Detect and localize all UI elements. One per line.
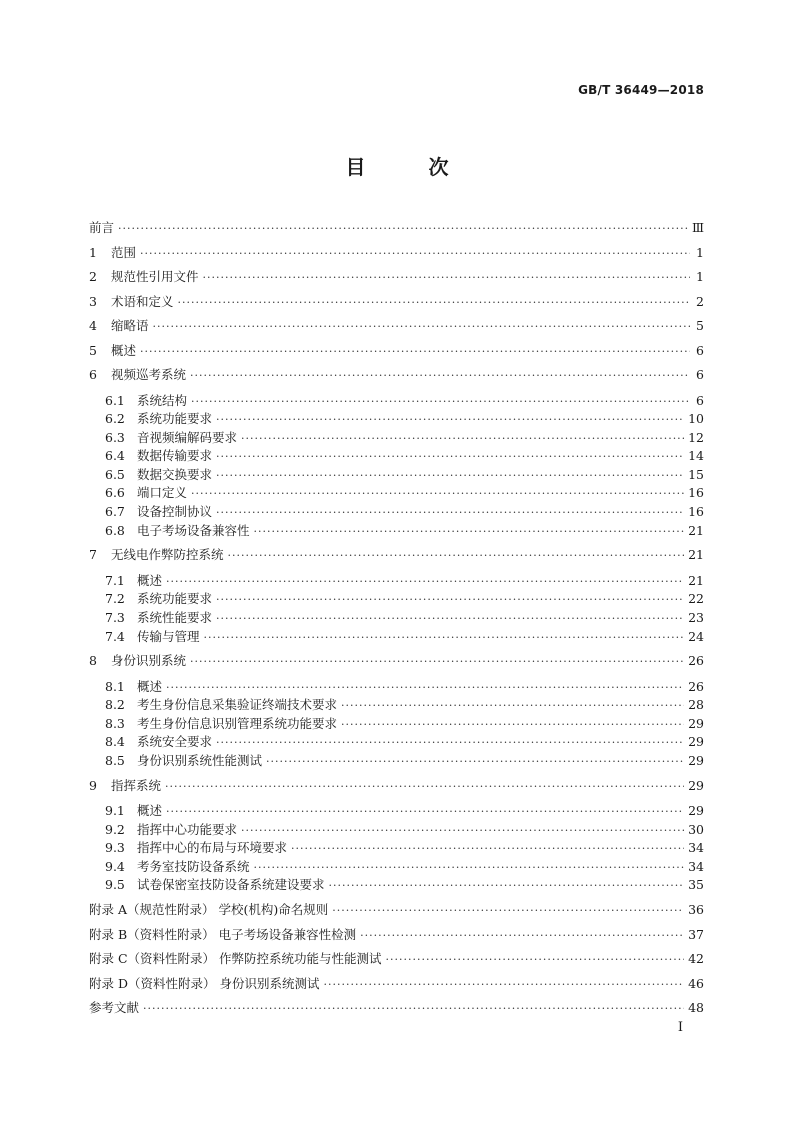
toc-entry-number: 7.3 [105, 609, 125, 625]
toc-entry-page: 30 [688, 821, 704, 837]
dot-leader [153, 315, 690, 340]
dot-leader [140, 340, 690, 365]
toc-entry-page: 46 [688, 975, 704, 991]
toc-entry-number: 6 [89, 367, 97, 382]
toc-entry-number: 6.2 [105, 411, 125, 427]
toc-entry-title: 端口定义 [137, 485, 188, 501]
dot-leader [360, 924, 684, 949]
dot-leader [190, 650, 684, 675]
toc-entry-title: 缩略语 [111, 318, 149, 333]
toc-entry-page: 48 [688, 1000, 704, 1016]
toc-entry-title: 无线电作弊防控系统 [111, 547, 224, 563]
toc-entry-page: 14 [688, 448, 704, 464]
toc-entry[interactable] [89, 572, 704, 591]
toc-entry-page: 2 [696, 293, 704, 309]
dot-leader [178, 291, 690, 316]
toc-entry-number: 8.3 [105, 715, 125, 731]
toc-entry-page: 21 [688, 522, 704, 538]
toc-entry-title: 指挥系统 [111, 777, 162, 793]
toc-entry-number: 9.2 [105, 821, 125, 837]
toc-entry[interactable] [89, 858, 704, 877]
toc-entry-number: 4 [89, 318, 97, 333]
dot-leader [291, 840, 684, 859]
toc-entry[interactable] [89, 241, 704, 266]
toc-entry-page: 29 [688, 734, 704, 750]
toc-entry-title: 概述 [137, 572, 163, 588]
toc-entry-title: 数据交换要求 [137, 466, 213, 482]
toc-entry-number: 3 [89, 293, 97, 309]
toc-entry-title: 系统功能要求 [137, 411, 213, 427]
toc-entry-title: 术语和定义 [111, 293, 174, 309]
toc-entry-title: 概述 [137, 678, 163, 694]
dot-leader [216, 411, 684, 430]
toc-entry-title: 设备控制协议 [137, 504, 213, 520]
toc-entry-title: 考生身份信息采集验证终端技术要求 [137, 697, 338, 713]
toc-entry-title: 附录 D（资料性附录） 身份识别系统测试 [89, 975, 320, 991]
toc-entry[interactable] [89, 696, 704, 715]
toc-entry-number: 9.4 [105, 858, 125, 874]
toc-entry-page: 15 [688, 466, 704, 482]
dot-leader [118, 217, 688, 242]
toc-entry[interactable] [89, 609, 704, 628]
dot-leader [216, 591, 684, 610]
toc-entry-title: 电子考场设备兼容性 [137, 522, 250, 538]
toc-entry-title: 附录 B（资料性附录） 电子考场设备兼容性检测 [89, 926, 357, 942]
toc-entry-page: 16 [688, 485, 704, 501]
toc-entry-title: 音视频编解码要求 [137, 429, 238, 445]
dot-leader [191, 393, 690, 412]
dot-leader [332, 899, 684, 924]
toc-entry-title: 附录 A（规范性附录） 学校(机构)命名规则 [89, 902, 329, 918]
toc-entry[interactable] [89, 522, 704, 541]
toc-entry[interactable] [89, 392, 704, 411]
toc-entry-title: 概述 [111, 342, 137, 358]
dot-leader [254, 859, 685, 878]
toc-entry-page: 21 [688, 547, 704, 563]
toc-entry[interactable] [89, 752, 704, 771]
toc-entry-title: 范围 [111, 244, 137, 260]
toc-entry-page: 5 [696, 318, 704, 333]
toc-entry-number: 8.2 [105, 697, 125, 713]
dot-leader [166, 573, 684, 592]
toc-entry-number: 9.5 [105, 877, 125, 893]
dot-leader [241, 430, 684, 449]
toc-entry[interactable] [89, 715, 704, 734]
dot-leader [203, 266, 690, 291]
dot-leader [216, 448, 684, 467]
toc-entry-page: 29 [688, 753, 704, 768]
toc-entry-number: 7.2 [105, 591, 125, 607]
toc-entry-number: 1 [89, 244, 97, 260]
toc-entry-page: 26 [688, 653, 704, 669]
toc-entry-title: 系统功能要求 [137, 591, 213, 607]
dot-leader [216, 467, 684, 486]
toc-entry[interactable] [89, 466, 704, 485]
toc-entry[interactable] [89, 628, 704, 647]
dot-leader [341, 716, 684, 735]
toc-entry-page: 34 [688, 858, 704, 874]
toc-entry-number: 7.1 [105, 572, 125, 588]
toc-entry-title: 指挥中心的布局与环境要求 [137, 840, 288, 856]
toc-entry-page: 16 [688, 504, 704, 520]
toc-entry[interactable] [89, 484, 704, 503]
toc-entry-page: 1 [696, 269, 704, 284]
dot-leader [166, 679, 684, 698]
dot-leader [386, 948, 685, 973]
dot-leader [166, 803, 684, 822]
toc-entry-page: 29 [688, 777, 704, 793]
toc-entry-page: 22 [688, 591, 704, 607]
dot-leader [241, 822, 684, 841]
toc-entry-page: 24 [688, 628, 704, 644]
toc-entry[interactable] [89, 947, 704, 972]
dot-leader [216, 610, 684, 629]
toc-entry-number: 6.3 [105, 429, 125, 445]
toc-entry[interactable] [89, 339, 704, 364]
toc-entry-title: 指挥中心功能要求 [137, 821, 238, 837]
toc-entry-page: 21 [688, 572, 704, 588]
toc-entry[interactable] [89, 216, 704, 241]
toc-entry[interactable] [89, 839, 704, 858]
toc-entry-title: 身份识别系统 [111, 653, 187, 669]
toc-entry[interactable] [89, 290, 704, 315]
toc-entry-title: 参考文献 [89, 1000, 140, 1016]
toc-entry[interactable] [89, 543, 704, 568]
dot-leader [323, 973, 684, 998]
toc-entry-title: 前言 [89, 220, 115, 235]
toc-entry[interactable] [89, 774, 704, 799]
toc-entry-number: 2 [89, 269, 97, 284]
toc-entry[interactable] [89, 649, 704, 674]
toc-entry-title: 数据传输要求 [137, 448, 213, 464]
table-of-contents [89, 216, 704, 1021]
toc-entry[interactable] [89, 678, 704, 697]
toc-entry-page: 34 [688, 840, 704, 856]
dot-leader [204, 629, 685, 648]
toc-entry[interactable] [89, 821, 704, 840]
toc-entry-page: 23 [688, 609, 704, 625]
toc-entry-title: 系统安全要求 [137, 734, 213, 750]
toc-entry-number: 6.5 [105, 466, 125, 482]
page-title: 目 次 [345, 155, 477, 179]
toc-entry-number: 8.4 [105, 734, 125, 750]
toc-entry-title: 概述 [137, 803, 163, 819]
toc-entry-title: 系统性能要求 [137, 609, 213, 625]
toc-entry-number: 8.5 [105, 753, 125, 768]
dot-leader [165, 775, 684, 800]
toc-entry[interactable] [89, 447, 704, 466]
dot-leader [329, 877, 685, 896]
toc-entry[interactable] [89, 314, 704, 339]
toc-entry-page: 6 [696, 342, 704, 358]
toc-entry[interactable] [89, 590, 704, 609]
toc-entry-number: 8 [89, 653, 97, 669]
toc-entry-page: 29 [688, 803, 704, 819]
standard-code: GB/T 36449—2018 [578, 83, 704, 97]
toc-entry-page: 26 [688, 678, 704, 694]
toc-entry-page: 35 [688, 877, 704, 893]
dot-leader [341, 697, 684, 716]
toc-entry-number: 9.1 [105, 803, 125, 819]
toc-entry-page: 6 [696, 392, 704, 408]
toc-entry[interactable] [89, 410, 704, 429]
toc-entry-title: 考务室技防设备系统 [137, 858, 250, 874]
toc-entry-page: 29 [688, 715, 704, 731]
toc-entry-page: 12 [688, 429, 704, 445]
toc-entry-page: 1 [696, 244, 704, 260]
dot-leader [191, 485, 684, 504]
page-number: Ⅰ [677, 1020, 683, 1035]
dot-leader [143, 997, 684, 1022]
toc-entry-page: Ⅲ [691, 220, 704, 235]
toc-entry-number: 6.6 [105, 485, 125, 501]
toc-entry[interactable] [89, 923, 704, 948]
toc-entry-title: 考生身份信息识别管理系统功能要求 [137, 715, 338, 731]
toc-entry-number: 9 [89, 777, 97, 793]
dot-leader [216, 734, 684, 753]
toc-entry[interactable] [89, 972, 704, 997]
toc-entry-number: 6.8 [105, 522, 125, 538]
toc-entry[interactable] [89, 876, 704, 895]
toc-entry[interactable] [89, 363, 704, 388]
toc-entry-title: 传输与管理 [137, 628, 200, 644]
dot-leader [228, 544, 685, 569]
toc-entry-title: 规范性引用文件 [111, 269, 199, 284]
toc-entry-number: 5 [89, 342, 97, 358]
toc-entry-title: 视频巡考系统 [111, 367, 187, 382]
toc-entry[interactable] [89, 265, 704, 290]
dot-leader [266, 753, 684, 772]
toc-entry-title: 附录 C（资料性附录） 作弊防控系统功能与性能测试 [89, 951, 382, 967]
toc-entry-page: 28 [688, 697, 704, 713]
toc-entry[interactable] [89, 898, 704, 923]
toc-entry-number: 7.4 [105, 628, 125, 644]
toc-entry-number: 6.1 [105, 392, 125, 408]
toc-entry-number: 6.4 [105, 448, 125, 464]
toc-entry-page: 36 [688, 902, 704, 918]
toc-entry-number: 6.7 [105, 504, 125, 520]
toc-entry-page: 6 [696, 367, 704, 382]
toc-entry[interactable] [89, 503, 704, 522]
toc-entry-number: 9.3 [105, 840, 125, 856]
toc-entry-page: 37 [688, 926, 704, 942]
toc-entry[interactable] [89, 802, 704, 821]
dot-leader [140, 242, 690, 267]
toc-entry[interactable] [89, 996, 704, 1021]
dot-leader [254, 523, 685, 542]
toc-entry-page: 42 [688, 951, 704, 967]
toc-entry-title: 试卷保密室技防设备系统建设要求 [137, 877, 325, 893]
toc-entry[interactable] [89, 429, 704, 448]
dot-leader [190, 364, 690, 389]
toc-entry-page: 10 [688, 411, 704, 427]
toc-entry-title: 系统结构 [137, 392, 188, 408]
toc-entry[interactable] [89, 733, 704, 752]
toc-entry-number: 7 [89, 547, 97, 563]
toc-entry-number: 8.1 [105, 678, 125, 694]
dot-leader [216, 504, 684, 523]
toc-entry-title: 身份识别系统性能测试 [137, 753, 263, 768]
